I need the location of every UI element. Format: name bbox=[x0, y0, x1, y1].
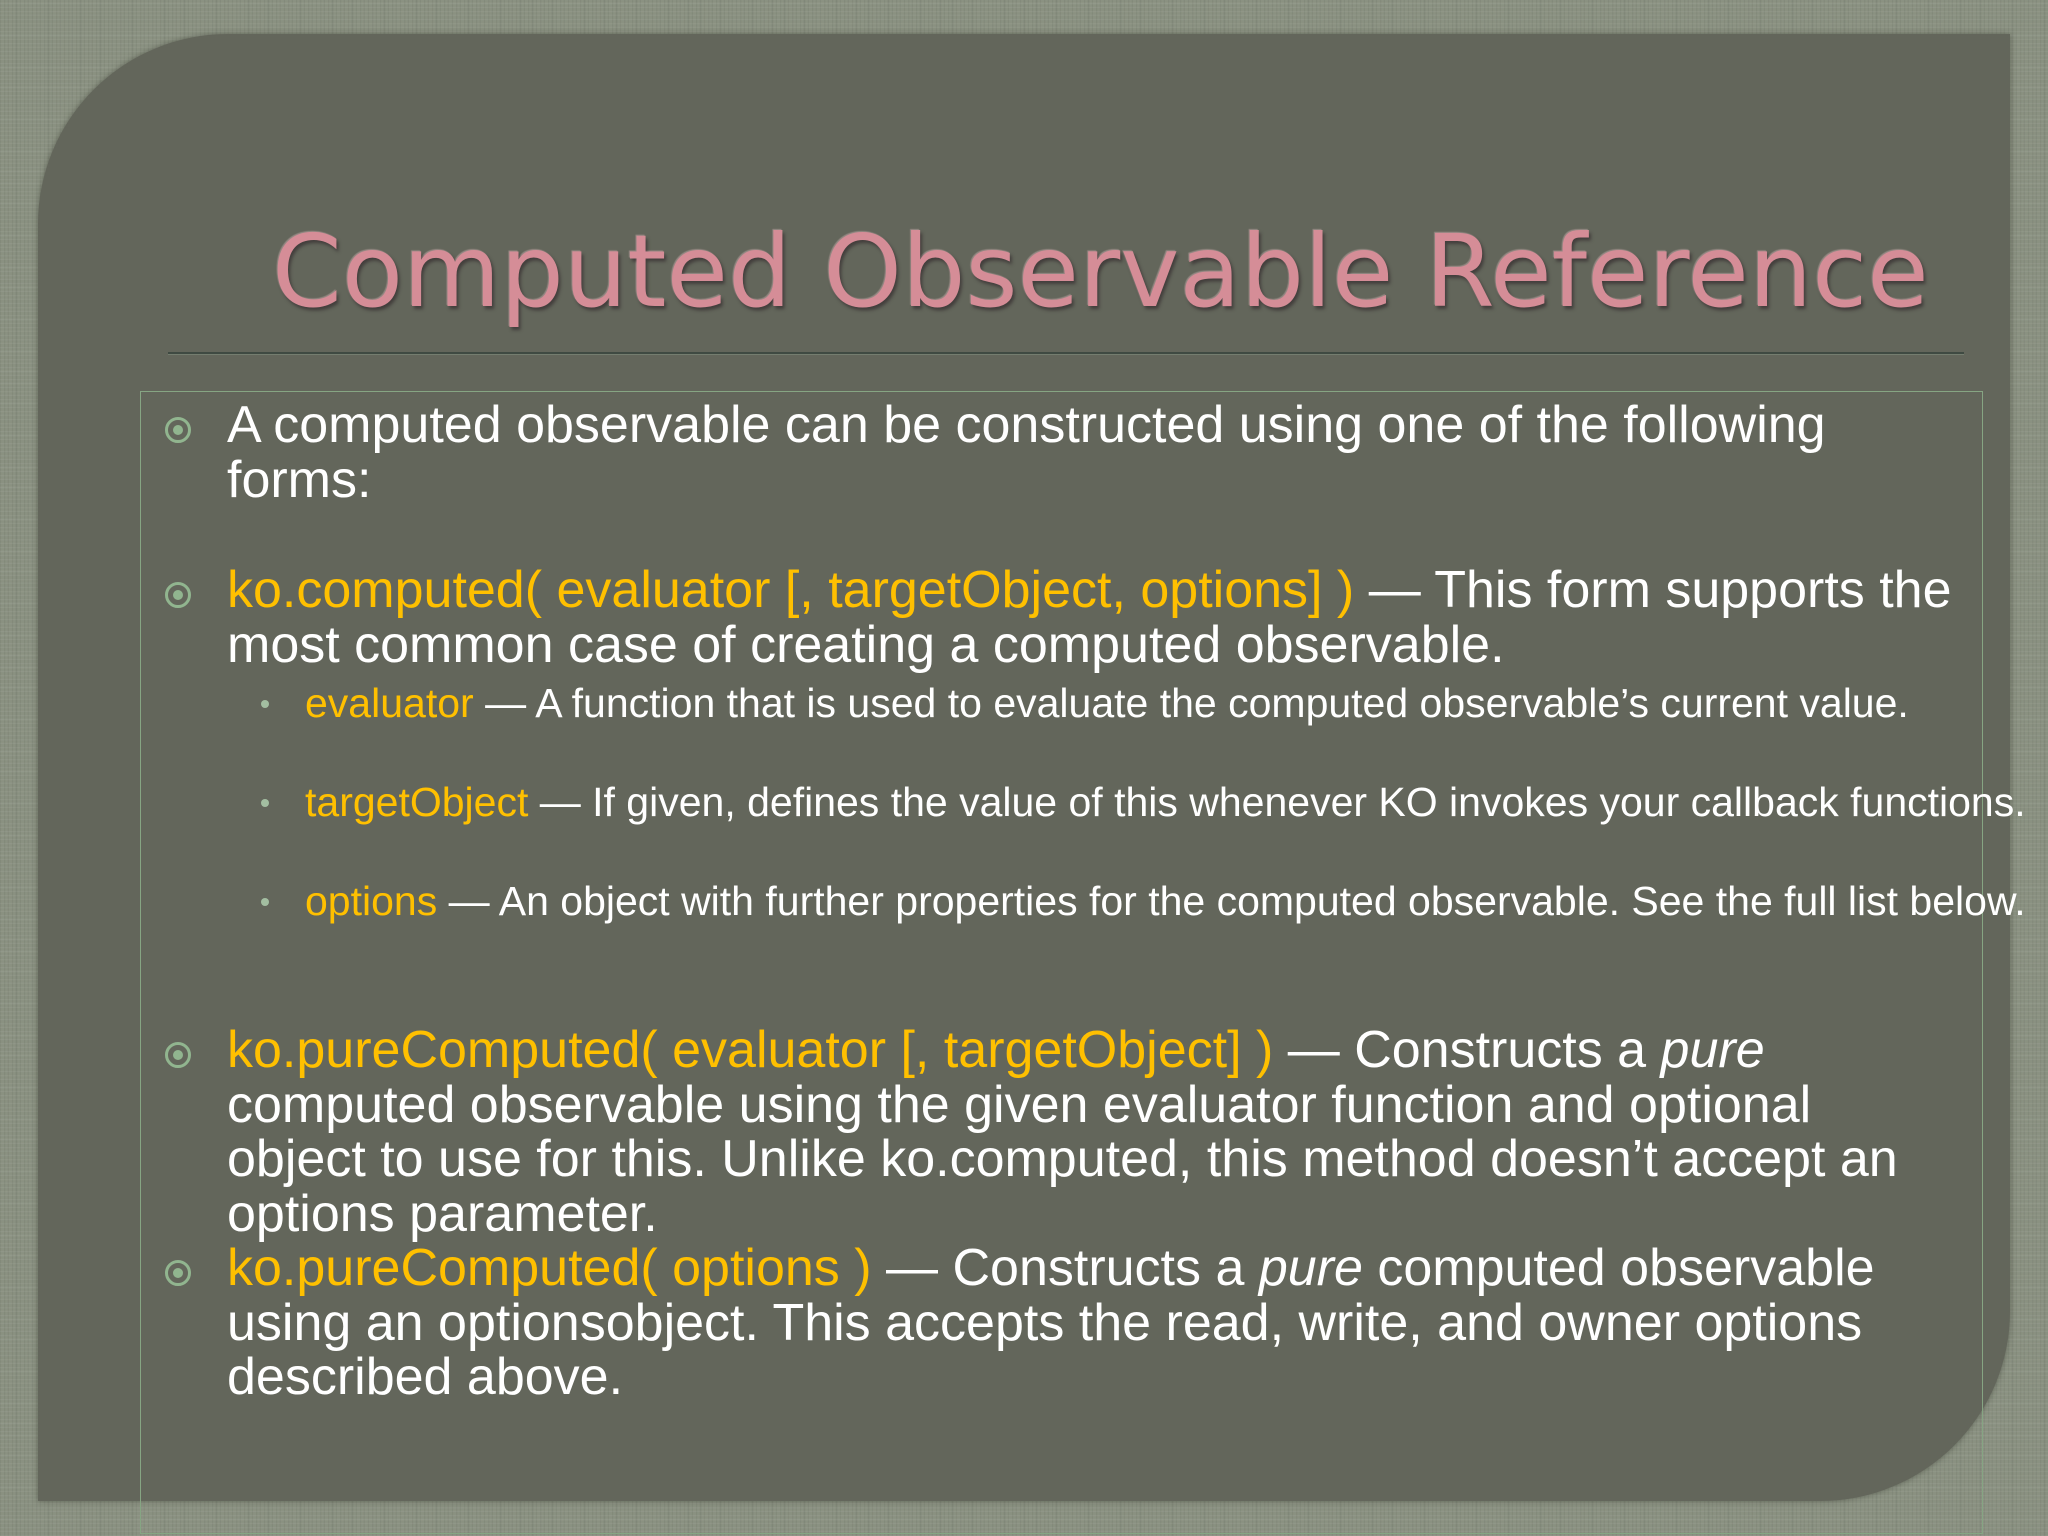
sub-options-desc: — An object with further properties for the computed observable. See the full list below. bbox=[437, 878, 2026, 924]
circled-dot-icon bbox=[165, 417, 191, 443]
bullet-intro bbox=[227, 398, 1962, 507]
ko-computed-signature: ko.computed( evaluator [, targetObject, options] ) bbox=[227, 561, 1355, 619]
sub-options-term: options bbox=[305, 878, 438, 924]
small-dot-icon bbox=[261, 898, 269, 906]
circled-dot-icon bbox=[165, 582, 191, 608]
ko-purecomputed-desc-1: — Constructs a bbox=[1273, 1021, 1661, 1079]
content-body bbox=[141, 392, 2026, 1533]
sub-evaluator-desc: — A function that is used to evaluate the computed observable’s current value. bbox=[473, 680, 1909, 726]
ko-purecomputed-pure: pure bbox=[1660, 1021, 1765, 1079]
ko-purecomputed-options-signature: ko.pureComputed( options ) bbox=[227, 1239, 872, 1297]
small-dot-icon bbox=[261, 700, 269, 708]
slide-panel bbox=[38, 34, 2026, 1501]
slide-title: Computed Observable Reference bbox=[272, 213, 1929, 330]
title-divider bbox=[168, 352, 1964, 354]
sub-targetobject-desc: — If given, defines the value of this whenever KO invokes your callback functions. bbox=[528, 779, 2026, 825]
bullet-ko-purecomputed bbox=[227, 1023, 1962, 1241]
ko-computed-description: — This form supports the most common case of creating a computed observable. bbox=[227, 561, 1952, 674]
ko-purecomputed-options-desc-1: — Constructs a bbox=[871, 1239, 1259, 1297]
ko-purecomputed-options-pure: pure bbox=[1258, 1239, 1363, 1297]
ko-purecomputed-options-desc-2: computed observable using an optionsobject. This accepts the read, write, and owner options described above. bbox=[227, 1239, 1875, 1406]
small-dot-icon bbox=[261, 799, 269, 807]
sub-evaluator bbox=[305, 682, 2048, 725]
sub-targetobject-term: targetObject bbox=[305, 779, 529, 825]
bullet-intro-text: A computed observable can be constructed using one of the following forms: bbox=[227, 396, 1826, 509]
circled-dot-icon bbox=[165, 1260, 191, 1286]
ko-purecomputed-desc-2: computed observable using the given evaluator function and optional object to use for this. Unlike ko.computed, this method doesn’t accept an options parameter. bbox=[227, 1075, 1898, 1243]
content-box bbox=[140, 391, 2026, 1534]
circled-dot-icon bbox=[165, 1042, 191, 1068]
sub-options bbox=[305, 880, 2048, 923]
bullet-ko-purecomputed-options bbox=[227, 1241, 1962, 1405]
sub-evaluator-term: evaluator bbox=[305, 680, 474, 726]
ko-purecomputed-signature: ko.pureComputed( evaluator [, targetObject] ) bbox=[227, 1021, 1274, 1079]
bullet-ko-computed bbox=[227, 563, 1962, 672]
sub-targetobject bbox=[305, 781, 2048, 824]
